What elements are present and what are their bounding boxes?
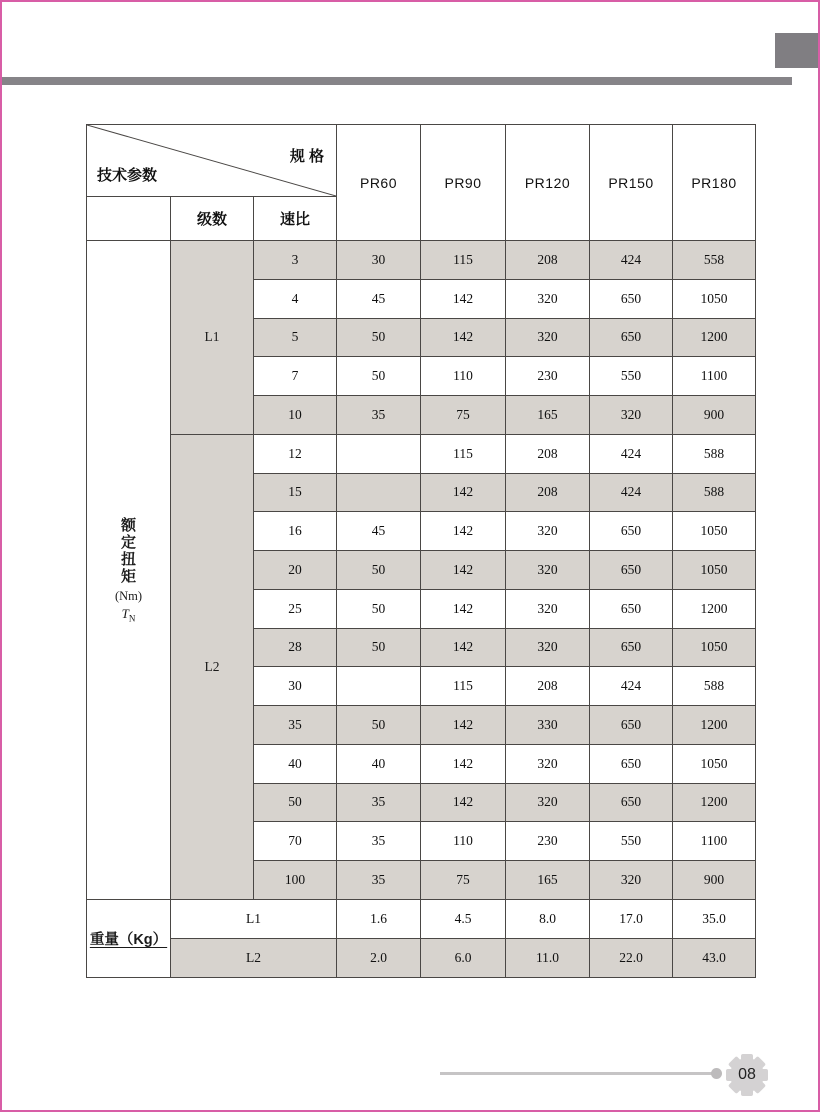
value-cell: 142 (421, 551, 506, 590)
ratio-cell: 15 (254, 473, 337, 512)
corner-label-spec: 规 格 (289, 148, 324, 165)
value-cell: 208 (506, 434, 590, 473)
value-cell: 424 (590, 667, 673, 706)
weight-row (87, 899, 756, 938)
value-cell: 900 (673, 861, 756, 900)
header-row-1 (87, 125, 756, 197)
value-cell: 558 (673, 241, 756, 280)
ratio-cell: 3 (254, 241, 337, 280)
value-cell: 588 (673, 667, 756, 706)
ratio-cell: 20 (254, 551, 337, 590)
value-cell: 1050 (673, 512, 756, 551)
value-cell: 142 (421, 512, 506, 551)
value-cell: 650 (590, 783, 673, 822)
header-accent-square (775, 33, 818, 68)
value-cell: 115 (421, 667, 506, 706)
page-number-gear-icon (726, 1054, 768, 1096)
value-cell: 110 (421, 822, 506, 861)
ratio-cell: 5 (254, 318, 337, 357)
value-cell: 320 (506, 318, 590, 357)
torque-label-cell: 额 定 扭 矩 (Nm) $T_N$ (87, 241, 171, 900)
value-cell: 50 (337, 357, 421, 396)
ratio-cell: 50 (254, 783, 337, 822)
value-cell: 1200 (673, 706, 756, 745)
value-cell: 650 (590, 279, 673, 318)
ratio-cell: 16 (254, 512, 337, 551)
value-cell: 50 (337, 628, 421, 667)
ratio-cell: 35 (254, 706, 337, 745)
value-cell: 588 (673, 434, 756, 473)
stage-subheader: 级数 (171, 197, 254, 241)
footer-rule-dot (711, 1068, 722, 1079)
value-cell: 35 (337, 783, 421, 822)
ratio-cell: 70 (254, 822, 337, 861)
value-cell: 208 (506, 473, 590, 512)
ratio-cell: 4 (254, 279, 337, 318)
col-header-pr120: PR120 (506, 125, 590, 241)
value-cell: 142 (421, 589, 506, 628)
value-cell: 1200 (673, 783, 756, 822)
value-cell: 50 (337, 551, 421, 590)
value-cell: 650 (590, 318, 673, 357)
value-cell: 142 (421, 279, 506, 318)
stage-l2-cell: L2 (171, 434, 254, 899)
weight-value-cell: 35.0 (673, 899, 756, 938)
weight-value-cell: 4.5 (421, 899, 506, 938)
value-cell: 35 (337, 396, 421, 435)
value-cell: 1050 (673, 279, 756, 318)
weight-stage-cell: L1 (171, 899, 337, 938)
value-cell: 50 (337, 589, 421, 628)
ratio-cell: 25 (254, 589, 337, 628)
value-cell: 110 (421, 357, 506, 396)
corner-label-params: 技术参数 (97, 167, 158, 184)
weight-stage-cell: L2 (171, 938, 337, 977)
weight-value-cell: 2.0 (337, 938, 421, 977)
value-cell: 230 (506, 357, 590, 396)
value-cell (337, 473, 421, 512)
value-cell: 1100 (673, 357, 756, 396)
spec-table (86, 124, 756, 978)
value-cell: 650 (590, 706, 673, 745)
value-cell: 320 (590, 861, 673, 900)
weight-row (87, 938, 756, 977)
value-cell: 550 (590, 822, 673, 861)
value-cell: 75 (421, 396, 506, 435)
value-cell: 900 (673, 396, 756, 435)
ratio-cell: 12 (254, 434, 337, 473)
value-cell: 1050 (673, 628, 756, 667)
value-cell: 35 (337, 822, 421, 861)
value-cell: 320 (590, 396, 673, 435)
ratio-cell: 30 (254, 667, 337, 706)
value-cell: 424 (590, 473, 673, 512)
value-cell: 320 (506, 589, 590, 628)
value-cell: 208 (506, 667, 590, 706)
value-cell: 320 (506, 512, 590, 551)
value-cell: 142 (421, 783, 506, 822)
ratio-cell: 10 (254, 396, 337, 435)
ratio-cell: 7 (254, 357, 337, 396)
value-cell: 320 (506, 628, 590, 667)
value-cell: 208 (506, 241, 590, 280)
weight-value-cell: 8.0 (506, 899, 590, 938)
value-cell: 424 (590, 241, 673, 280)
spec-table-body (87, 241, 756, 978)
header-rule-bar (2, 77, 792, 85)
weight-value-cell: 6.0 (421, 938, 506, 977)
value-cell: 50 (337, 318, 421, 357)
value-cell: 650 (590, 589, 673, 628)
table-row (87, 434, 756, 473)
value-cell: 320 (506, 744, 590, 783)
value-cell: 35 (337, 861, 421, 900)
weight-value-cell: 22.0 (590, 938, 673, 977)
weight-label-cell: 重量（Kg） (87, 899, 171, 977)
col-header-pr150: PR150 (590, 125, 673, 241)
footer-rule (440, 1072, 718, 1075)
weight-value-cell: 17.0 (590, 899, 673, 938)
value-cell: 1100 (673, 822, 756, 861)
page-number: 08 (738, 1066, 756, 1083)
value-cell: 165 (506, 861, 590, 900)
value-cell: 115 (421, 241, 506, 280)
table-row (87, 241, 756, 280)
value-cell: 650 (590, 551, 673, 590)
empty-header-cell (87, 197, 171, 241)
weight-value-cell: 1.6 (337, 899, 421, 938)
value-cell: 165 (506, 396, 590, 435)
col-header-pr180: PR180 (673, 125, 756, 241)
value-cell (337, 434, 421, 473)
value-cell: 142 (421, 473, 506, 512)
ratio-cell: 28 (254, 628, 337, 667)
value-cell: 142 (421, 628, 506, 667)
value-cell: 75 (421, 861, 506, 900)
value-cell: 320 (506, 783, 590, 822)
value-cell: 424 (590, 434, 673, 473)
ratio-cell: 100 (254, 861, 337, 900)
value-cell: 550 (590, 357, 673, 396)
value-cell: 650 (590, 744, 673, 783)
value-cell: 230 (506, 822, 590, 861)
col-header-pr90: PR90 (421, 125, 506, 241)
ratio-subheader: 速比 (254, 197, 337, 241)
value-cell: 1050 (673, 744, 756, 783)
value-cell: 45 (337, 279, 421, 318)
value-cell: 115 (421, 434, 506, 473)
value-cell: 588 (673, 473, 756, 512)
value-cell: 320 (506, 279, 590, 318)
col-header-pr60: PR60 (337, 125, 421, 241)
value-cell: 142 (421, 706, 506, 745)
value-cell: 142 (421, 744, 506, 783)
value-cell: 45 (337, 512, 421, 551)
value-cell: 330 (506, 706, 590, 745)
value-cell: 650 (590, 628, 673, 667)
value-cell: 1200 (673, 318, 756, 357)
stage-l1-cell: L1 (171, 241, 254, 435)
value-cell: 142 (421, 318, 506, 357)
weight-value-cell: 43.0 (673, 938, 756, 977)
weight-value-cell: 11.0 (506, 938, 590, 977)
value-cell: 30 (337, 241, 421, 280)
value-cell: 40 (337, 744, 421, 783)
value-cell: 1050 (673, 551, 756, 590)
value-cell: 50 (337, 706, 421, 745)
value-cell: 650 (590, 512, 673, 551)
diagonal-header-cell (87, 125, 337, 197)
value-cell (337, 667, 421, 706)
value-cell: 320 (506, 551, 590, 590)
ratio-cell: 40 (254, 744, 337, 783)
value-cell: 1200 (673, 589, 756, 628)
